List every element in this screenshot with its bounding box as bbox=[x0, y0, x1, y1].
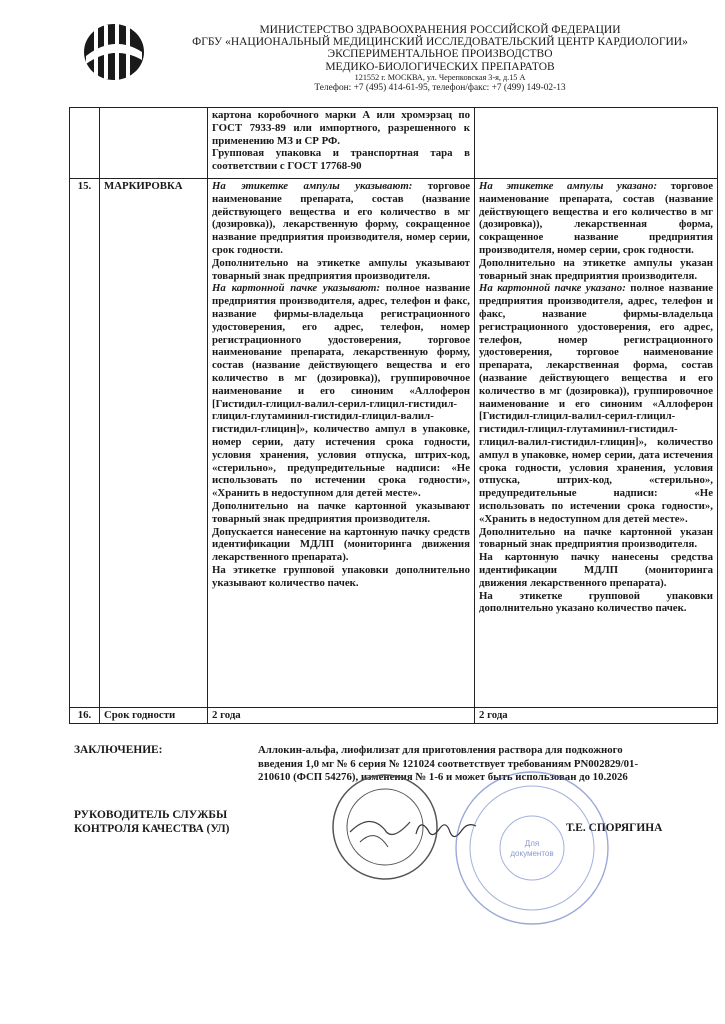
header-line-4: МЕДИКО-БИОЛОГИЧЕСКИХ ПРЕПАРАТОВ bbox=[325, 60, 555, 73]
ampoule-result: торговое наименование препарата, состав (название действующего вещества и его количество в мг (дозировка)), лекарственная форма, сокращенное название предприятия производителя, номер серии, срок годности. bbox=[479, 180, 714, 256]
shelf-life-result: 2 года bbox=[475, 708, 718, 724]
table-row-continuation bbox=[70, 108, 718, 179]
table-row-marking bbox=[70, 179, 718, 708]
signatory-title bbox=[74, 808, 229, 836]
conclusion-label: ЗАКЛЮЧЕНИЕ: bbox=[74, 744, 163, 756]
header-line-3: ЭКСПЕРИМЕНТАЛЬНОЕ ПРОИЗВОДСТВО bbox=[327, 48, 553, 61]
ampoule-extra-req: Дополнительно на этикетке ампулы указывают товарный знак предприятия производителя. bbox=[212, 256, 470, 282]
organization-round-stamp-icon bbox=[452, 768, 612, 928]
table-row-shelf-life bbox=[70, 708, 718, 724]
results-cell bbox=[475, 179, 718, 708]
group-packaging-text: Групповая упаковка и транспортная тара в соответствии с ГОСТ 17768-90 bbox=[212, 147, 470, 173]
box-result: полное название предприятия производителя, адрес, телефон и факс, название фирмы-владельца регистрационного удостоверения, его адрес, телефон, номер регистрационного удостоверения, торговое наименование препарата, лекарственная форма, состав (название действующего вещества и его количество в мг (дозировка)), группировочное наименование и его синоним «Аллоферон [Гистидил-глицил-валил-серил-глицил-гистидил-глицил-глутаминил-гистидил-глицил-валил-гистидил-глицин]», количество ампул в упаковке, номер серии, дата истечения срока годности, условия хранения, условия отпуска, штрих-код, «стерильно», предупредительные надписи: «Не использовать по истечении срока годности», «Хранить в недоступном для детей месте». bbox=[479, 282, 713, 525]
box-label-lead: На картонной пачке указывают: bbox=[212, 282, 381, 295]
mdlp-result: На картонную пачку нанесены средства идентификации МДЛП (мониторинга движения лекарственного препарата). bbox=[479, 551, 713, 589]
header-line-2: ФГБУ «НАЦИОНАЛЬНЫЙ МЕДИЦИНСКИЙ ИССЛЕДОВАТЕЛЬСКИЙ ЦЕНТР КАРДИОЛОГИИ» bbox=[192, 36, 688, 49]
mdlp-req: Допускается нанесение на картонную пачку средств идентификации МДЛП (мониторинга движения лекарственного препарата). bbox=[212, 525, 470, 564]
ampoule-label-req: торговое наименование препарата, состав (название действующего вещества и его количество в мг (дозировка)), лекарственную форму, сокращенное название предприятия производителя, номер серии, срок годности. bbox=[212, 180, 471, 256]
institution-logo-icon bbox=[82, 22, 146, 82]
header-line-1: МИНИСТЕРСТВО ЗДРАВООХРАНЕНИЯ РОССИЙСКОЙ ФЕДЕРАЦИИ bbox=[259, 24, 621, 36]
letterhead bbox=[160, 24, 720, 94]
packaging-text: картона коробочного марки А или хромэрзац по ГОСТ 7933-89 или импортного, разрешенного к применению МЗ и СР РФ. bbox=[212, 109, 470, 147]
row-indicator: Срок годности bbox=[100, 708, 208, 724]
group-label-result: На этикетке групповой упаковки дополнительно указано количество пачек. bbox=[479, 589, 713, 615]
svg-text:документов: документов bbox=[510, 849, 554, 858]
row-indicator: МАРКИРОВКА bbox=[100, 179, 208, 708]
header-phones: Телефон: +7 (495) 414-61-95, телефон/факс: +7 (499) 149-02-13 bbox=[314, 82, 566, 93]
ampoule-label-lead: На этикетке ампулы указывают: bbox=[212, 180, 413, 192]
group-label-req: На этикетке групповой упаковки дополнительно указывают количество пачек. bbox=[212, 563, 470, 589]
row-number: 16. bbox=[70, 708, 100, 724]
conclusion-text: Аллокин-альфа, лиофилизат для приготовления раствора для подкожного введения 1,0 мг № 6 серия № 121024 соответствует требованиям РN002829/01-210610 (ФСП 54276), изменения № 1-6 и может быть использован до 10.2026 bbox=[258, 744, 639, 784]
ampoule-extra-result: Дополнительно на этикетке ампулы указан товарный знак предприятия производителя. bbox=[479, 256, 713, 282]
box-result-lead: На картонной пачке указано: bbox=[479, 282, 626, 295]
box-extra-req: Дополнительно на пачке картонной указывают товарный знак предприятия производителя. bbox=[212, 499, 470, 525]
signatory-title-line-2: КОНТРОЛЯ КАЧЕСТВА (УЛ) bbox=[74, 823, 230, 835]
row-number: 15. bbox=[70, 179, 100, 708]
signatory-title-line-1: РУКОВОДИТЕЛЬ СЛУЖБЫ bbox=[74, 809, 228, 821]
analysis-table bbox=[69, 107, 718, 724]
header-address: 121552 г. МОСКВА, ул. Черепковская 3-я, д.15 А bbox=[354, 72, 526, 82]
svg-text:Для: Для bbox=[524, 839, 540, 848]
requirements-cell bbox=[208, 179, 475, 708]
signatory-name: Т.Е. СПОРЯГИНА bbox=[566, 822, 663, 834]
shelf-life-req: 2 года bbox=[208, 708, 475, 724]
box-label-req: полное название предприятия производителя, адрес, телефон и факс, название фирмы-владельца регистрационного удостоверения, его адрес, телефон, номер регистрационного удостоверения, торговое наименование препарата, лекарственную форму, состав (название действующего вещества и его количество в мг (дозировка)), группировочное наименование и его синоним «Аллоферон [Гистидил-глицил-валил-серил-глицил-гистидил-глицил-глутаминил-гистидил-глицил-валил-гистидил-глицин]», количество ампул в упаковке, номер серии, дату истечения срока годности, условия хранения, условия отпуска, штрих-код, «стерильно», предупредительные надписи: «Не использовать по истечении срока годности», «Хранить в недоступном для детей месте». bbox=[212, 282, 470, 500]
ampoule-result-lead: На этикетке ампулы указано: bbox=[479, 180, 658, 192]
box-extra-result: Дополнительно на пачке картонной указан товарный знак предприятия производителя. bbox=[479, 525, 713, 551]
